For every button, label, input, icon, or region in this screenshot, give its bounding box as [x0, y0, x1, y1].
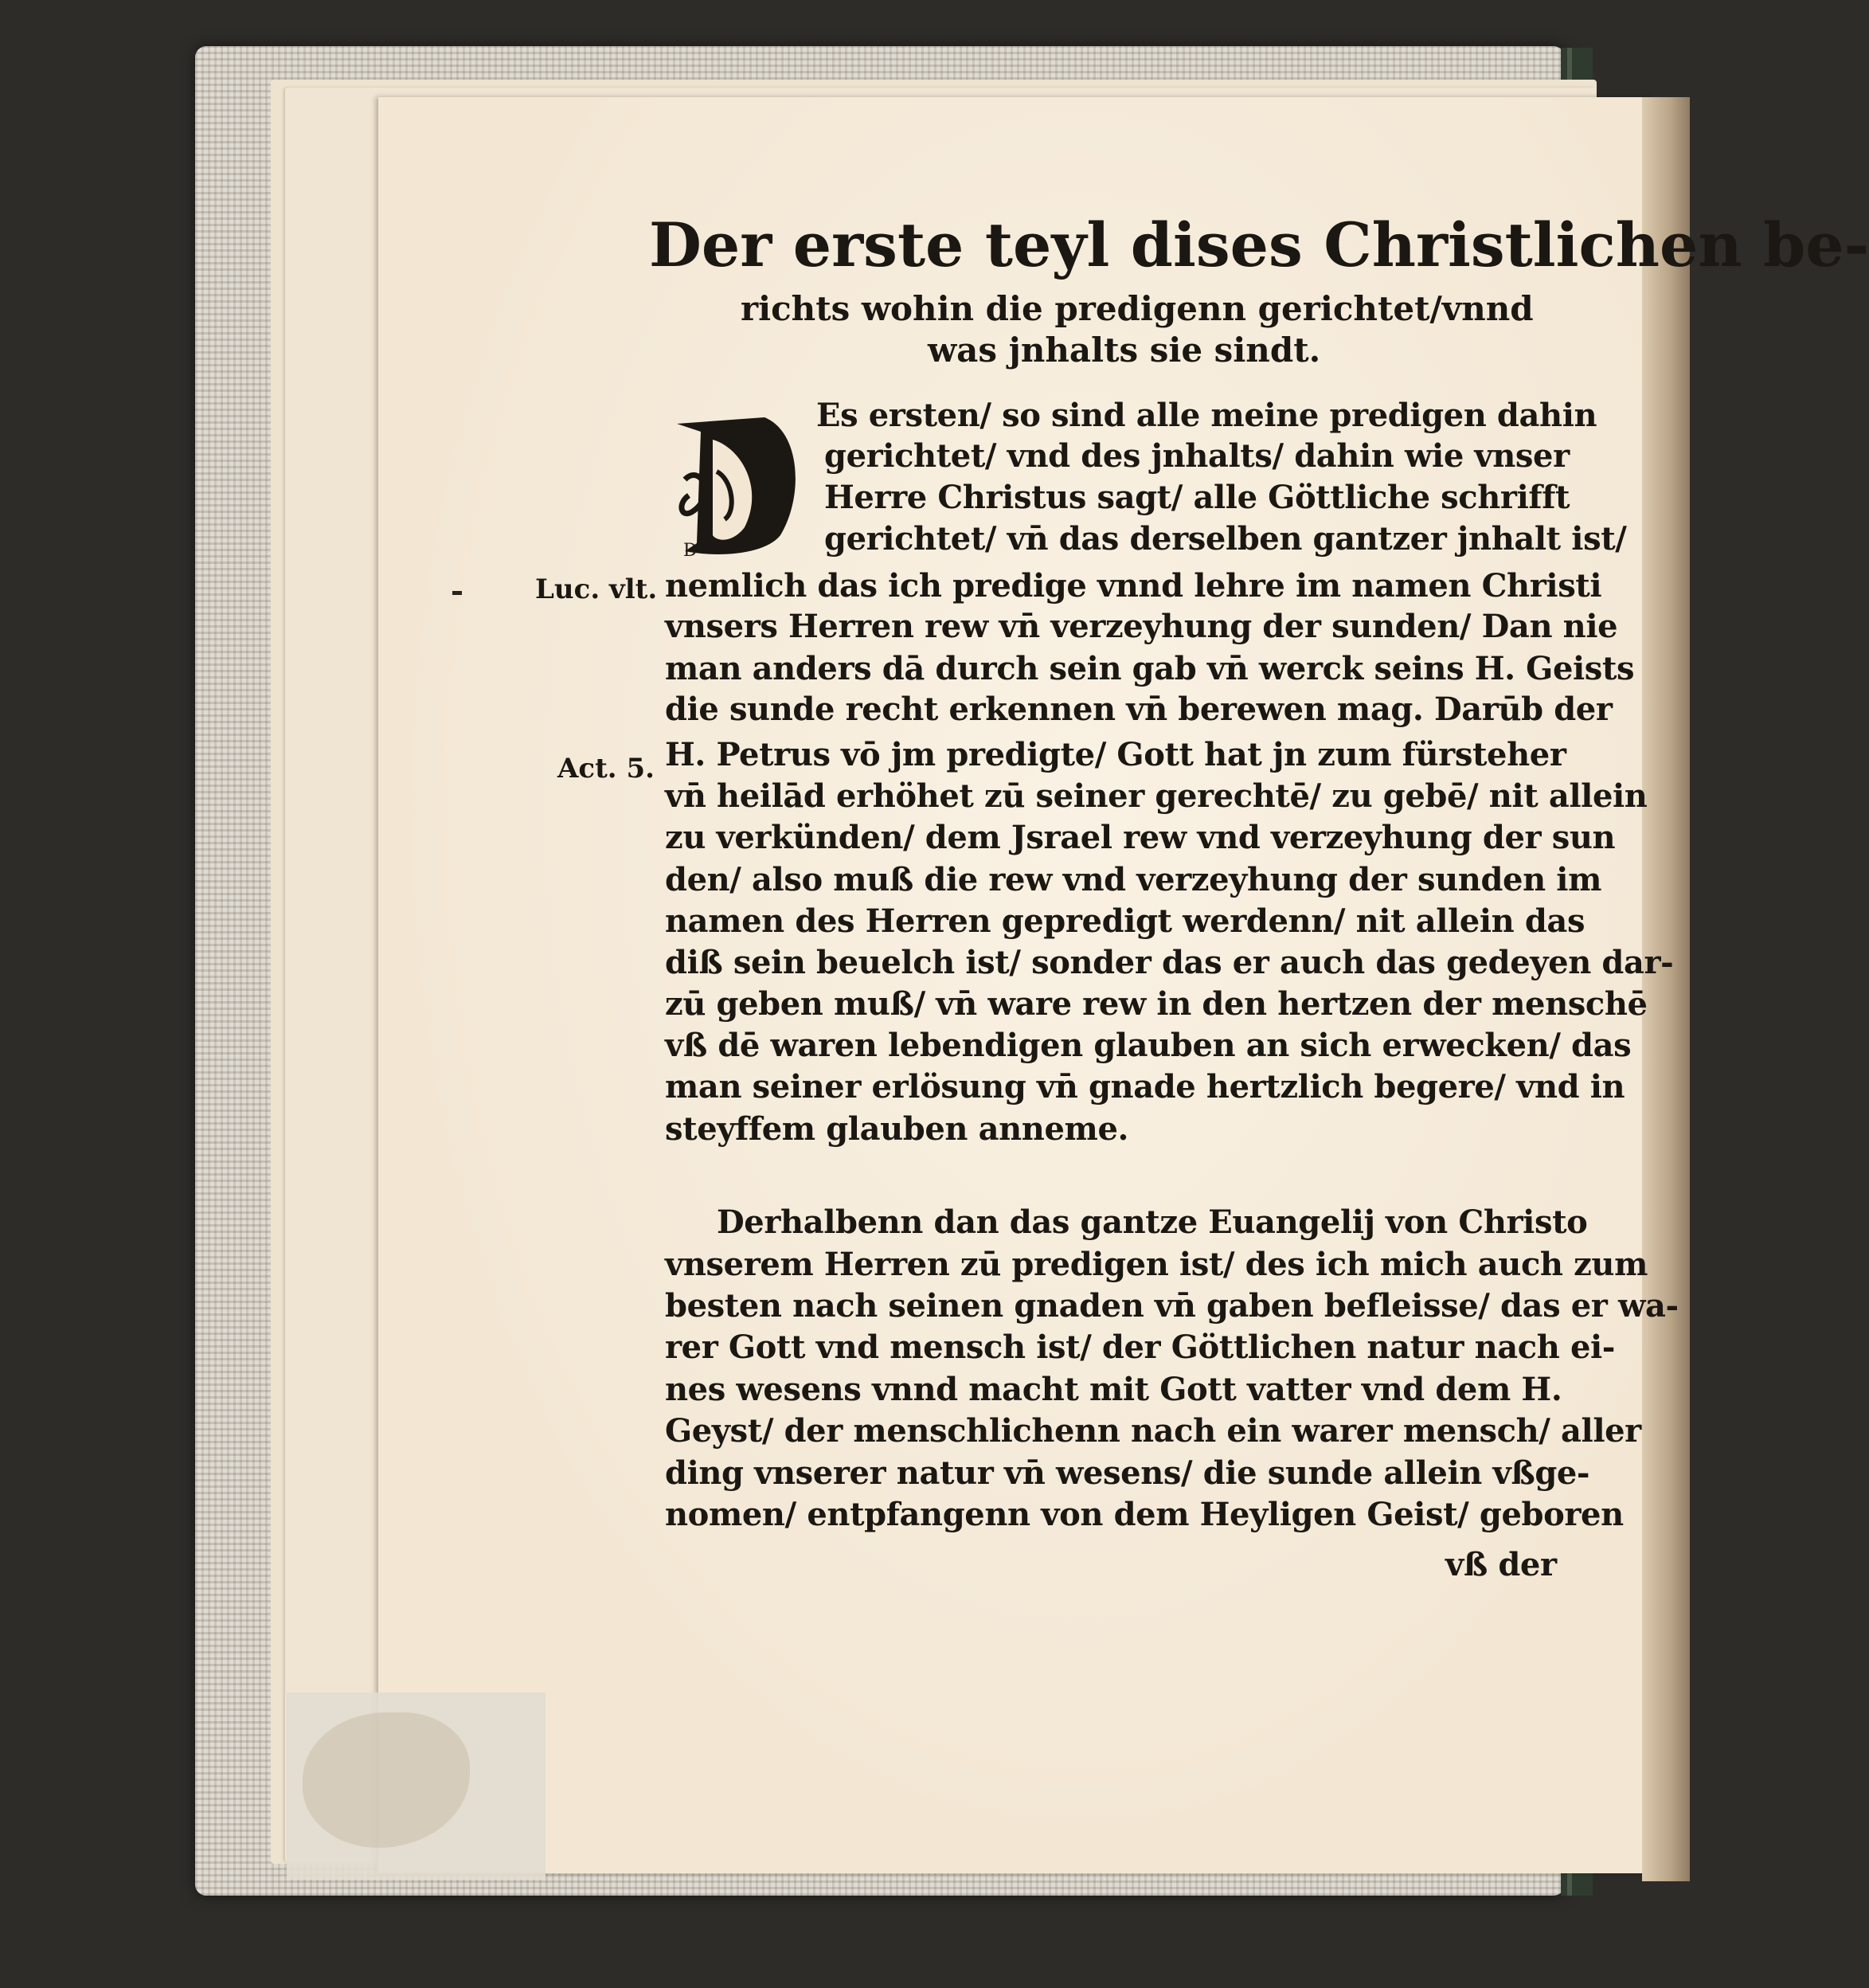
margin-note-luc: Luc. vlt.: [535, 573, 658, 605]
p2-line-5: nes wesens vnnd macht mit Gott vatter vnd dem H.: [665, 1371, 1562, 1408]
p1-line-4: gerichtet/ vn̄ das derselben gantzer jnhalt ist/: [824, 520, 1627, 558]
p1-line-8: die sunde recht erkennen vn̄ berewen mag. Darūb der: [665, 691, 1613, 728]
p1-line-10: vn̄ heilād erhöhet zū seiner gerechtē/ zu gebē/ nit allein: [665, 777, 1648, 815]
p2-line-3: besten nach seinen gnaden vn̄ gaben befleisse/ das er wa-: [665, 1287, 1679, 1325]
p1-line-2: gerichtet/ vnd des jnhalts/ dahin wie vnser: [824, 437, 1570, 475]
p1-line-9: H. Petrus vō jm predigte/ Gott hat jn zum fürsteher: [665, 736, 1566, 773]
p1-line-3: Herre Christus sagt/ alle Göttliche schrifft: [824, 479, 1570, 516]
page-gutter: [1642, 97, 1690, 1881]
p1-line-14: diß sein beuelch ist/ sonder das er auch das gedeyen dar-: [665, 944, 1674, 981]
catchword: vß der: [1445, 1546, 1557, 1583]
p1-line-5: nemlich das ich predige vnnd lehre im namen Christi: [665, 567, 1602, 605]
margin-note-act: Act. 5.: [557, 753, 655, 785]
p1-line-18: steyffem glauben anneme.: [665, 1110, 1129, 1148]
p1-line-7: man anders dā durch sein gab vn̄ werck seins H. Geists: [665, 650, 1635, 687]
p2-line-6: Geyst/ der menschlichenn nach ein warer mensch/ aller: [665, 1412, 1641, 1450]
p1-line-6: vnsers Herren rew vn̄ verzeyhung der sunden/ Dan nie: [665, 608, 1618, 645]
heading-line-3: was jnhalts sie sindt.: [928, 331, 1321, 370]
p1-line-15: zū geben muß/ vn̄ ware rew in den hertzen der menschē: [665, 985, 1648, 1023]
p1-line-17: man seiner erlösung vn̄ gnade hertzlich begere/ vnd in: [665, 1068, 1625, 1106]
p1-line-16: vß dē waren lebendigen glauben an sich erwecken/ das: [665, 1027, 1632, 1064]
p2-line-4: rer Gott vnd mensch ist/ der Göttlichen natur nach ei-: [665, 1329, 1615, 1366]
p1-line-11: zu verkünden/ dem Jsrael rew vnd verzeyhung der sun: [665, 819, 1616, 856]
p2-line-1: Derhalbenn dan das gantze Euangelij von Christo: [717, 1203, 1588, 1241]
p2-line-8: nomen/ entpfangenn von dem Heyligen Geist/ geboren: [665, 1496, 1624, 1533]
heading-line-2: richts wohin die predigenn gerichtet/vnnd: [741, 289, 1534, 328]
p1-line-1: Es ersten/ so sind alle meine predigen dahin: [816, 397, 1597, 434]
p2-line-7: ding vnserer natur vn̄ wesens/ die sunde allein vßge-: [665, 1454, 1590, 1492]
p1-line-12: den/ also muß die rew vnd verzeyhung der sunden im: [665, 861, 1601, 898]
p1-line-13: namen des Herren gepredigt werdenn/ nit allein das: [665, 902, 1586, 940]
heading-line-1: Der erste teyl dises Christlichen be-: [649, 209, 1869, 280]
margin-dash: [452, 591, 462, 595]
p2-line-2: vnserem Herren zū predigen ist/ des ich mich auch zum: [665, 1246, 1648, 1283]
initial-letter: D: [683, 541, 698, 561]
decorated-initial: [669, 400, 804, 559]
